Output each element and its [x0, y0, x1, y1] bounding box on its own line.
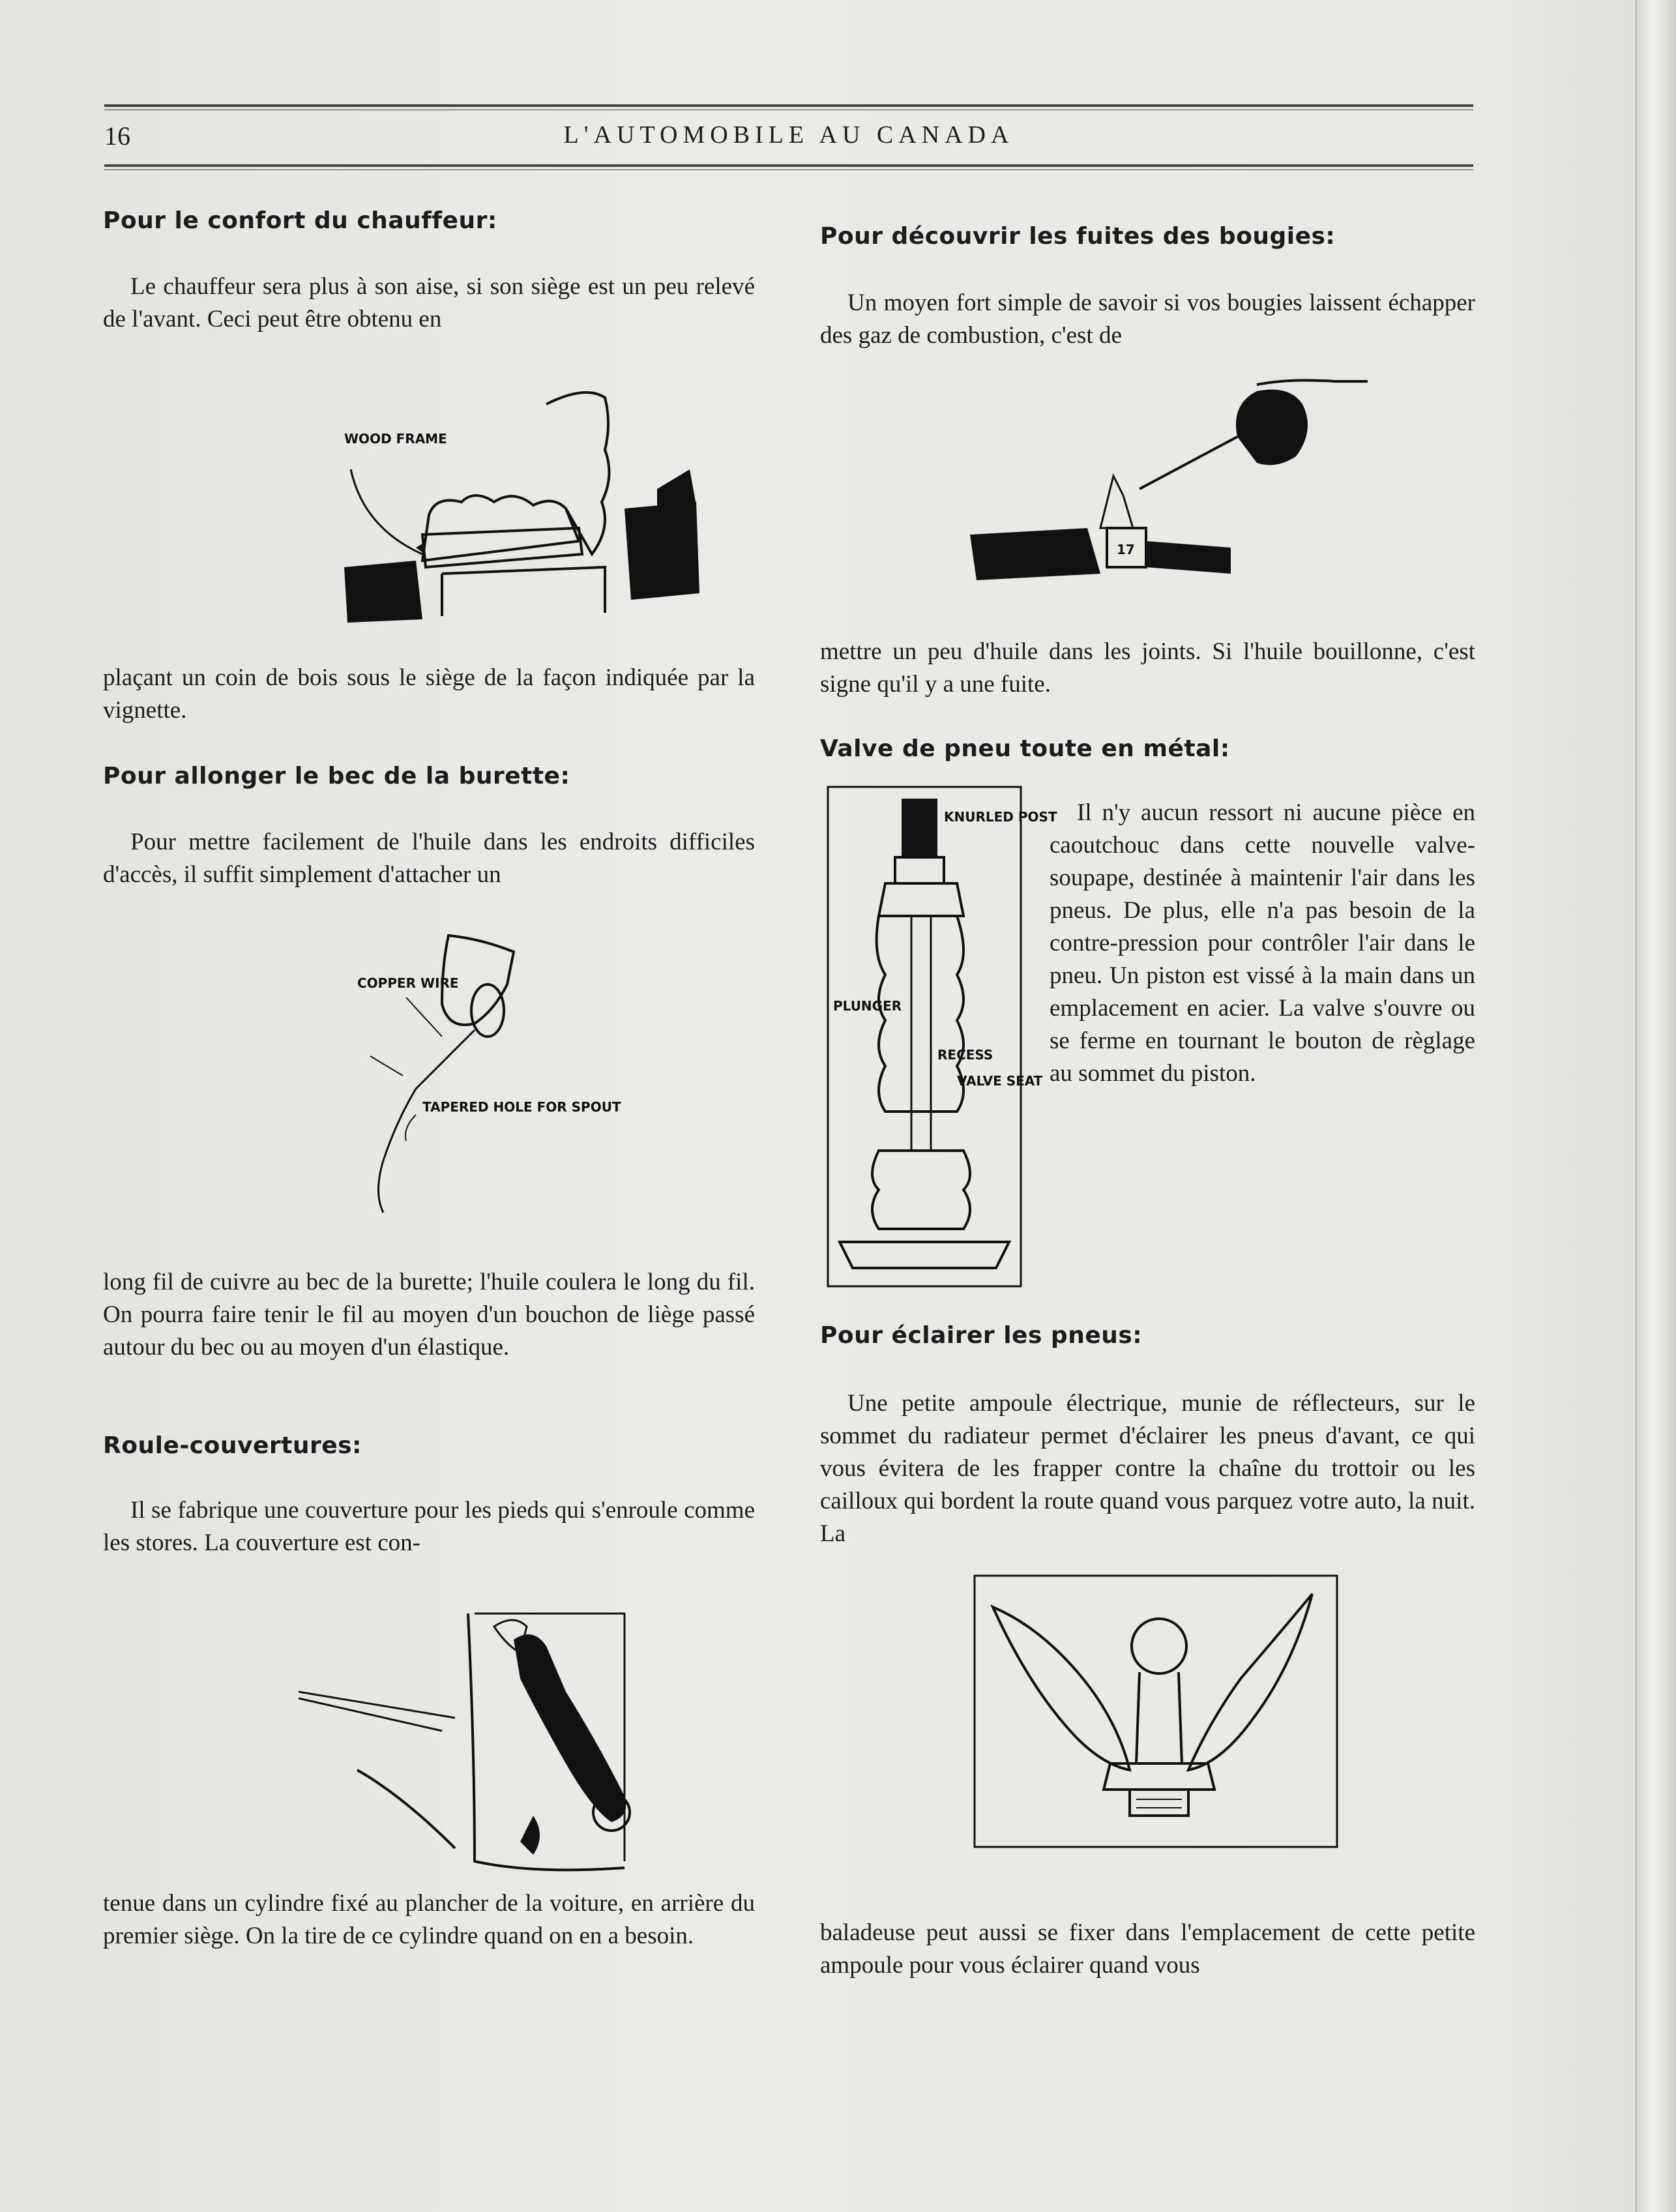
paragraph-eclairer-1: Une petite ampoule électrique, munie de réflecteurs, sur le sommet du radiateur permet d'éclairer les pneus d'avant, ce qui vous évitera de les frapper contre la chaîne du trottoir ou les cailloux qui bordent la route quand vous parquez votre auto, la nuit. La — [820, 1390, 1475, 1547]
heading-valve-pneu: Valve de pneu toute en métal: — [820, 735, 1230, 762]
svg-text:17: 17 — [1117, 542, 1135, 557]
reflector-lamp-illustration — [973, 1574, 1338, 1848]
heading-eclairer-pneus: Pour éclairer les pneus: — [820, 1322, 1143, 1349]
paragraph-confort-2: plaçant un coin de bois sous le siège de la façon indiquée par la vignette. — [103, 664, 755, 724]
figure-label-valve-seat: VALVE SEAT — [957, 1073, 1043, 1089]
paragraph-couverture-2: tenue dans un cylindre fixé au plancher de la voiture, en arrière du premier siège. On la tire de ce cylindre quand on en a besoin. — [103, 1890, 755, 1949]
heading-roule-couvertures: Roule-couvertures: — [103, 1432, 362, 1459]
paragraph-bougies-1: Un moyen fort simple de savoir si vos bougies laissent échapper des gaz de combustion, c'est de — [820, 289, 1475, 349]
figure-tire-valve — [827, 786, 1057, 1288]
paragraph-bougies-2: mettre un peu d'huile dans les joints. Si l'huile bouillonne, c'est signe qu'il y a une fuite. — [820, 638, 1475, 698]
figure-seat-wedge — [240, 372, 722, 639]
paragraph-couverture-1: Il se fabrique une couverture pour les pieds qui s'enroule comme les stores. La couverture est con- — [103, 1497, 755, 1556]
figure-rolling-blanket — [259, 1600, 729, 1887]
rolling-blanket-illustration — [259, 1600, 729, 1887]
paragraph-bec-2: long fil de cuivre au bec de la burette; l'huile coulera le long du fil. On pourra faire tenir le fil au moyen d'un bouchon de liège passé autour du bec ou au moyen d'un élastique. — [103, 1269, 755, 1361]
figure-oil-can-wire — [344, 926, 644, 1226]
paragraph-valve: Il n'y aucun ressort ni aucune pièce en caoutchouc dans cette nouvelle valve-soupape, destinée à maintenir l'air dans les pneus. De plus, elle n'a pas besoin de la contre-pression pour contrôler l'air dans le pneu. Un piston est vissé à la main dans un emplacement en acier. La valve s'ouvre ou se ferme en tournant le bouton de règlage au sommet du piston. — [1050, 799, 1475, 1087]
paragraph-eclairer-2: baladeuse peut aussi se fixer dans l'emplacement de cette petite ampoule pour vous éclairer quand vous — [820, 1919, 1475, 1979]
page-number: 16 — [104, 121, 130, 151]
tire-valve-illustration — [827, 786, 1057, 1288]
oil-can-illustration — [344, 926, 644, 1226]
figure-label-recess: RECESS — [937, 1047, 993, 1063]
figure-spark-plug-oil — [950, 365, 1407, 606]
figure-label-tapered-hole: TAPERED HOLE FOR SPOUT — [422, 1099, 621, 1115]
page-edge — [1636, 0, 1676, 2212]
spark-plug-illustration — [950, 365, 1407, 606]
heading-confort-chauffeur: Pour le confort du chauffeur: — [103, 207, 497, 234]
running-title: L'AUTOMOBILE AU CANADA — [563, 121, 1014, 149]
figure-label-wood-frame: WOOD FRAME — [344, 431, 447, 447]
figure-reflector-lamp — [973, 1574, 1338, 1848]
figure-label-plunger: PLUNGER — [833, 998, 902, 1014]
seat-wedge-illustration — [240, 372, 722, 639]
left-column — [103, 0, 755, 2212]
right-column — [820, 0, 1475, 2212]
figure-label-copper-wire: COPPER WIRE — [357, 975, 459, 991]
paragraph-bec-1: Pour mettre facilement de l'huile dans les endroits difficiles d'accès, il suffit simplement d'attacher un — [103, 829, 755, 888]
figure-label-knurled-post: KNURLED POST — [944, 809, 1057, 825]
heading-fuites-bougies: Pour découvrir les fuites des bougies: — [820, 223, 1336, 250]
paragraph-confort-1: Le chauffeur sera plus à son aise, si son siège est un peu relevé de l'avant. Ceci peut être obtenu en — [103, 273, 755, 332]
heading-allonger-bec: Pour allonger le bec de la burette: — [103, 763, 570, 789]
